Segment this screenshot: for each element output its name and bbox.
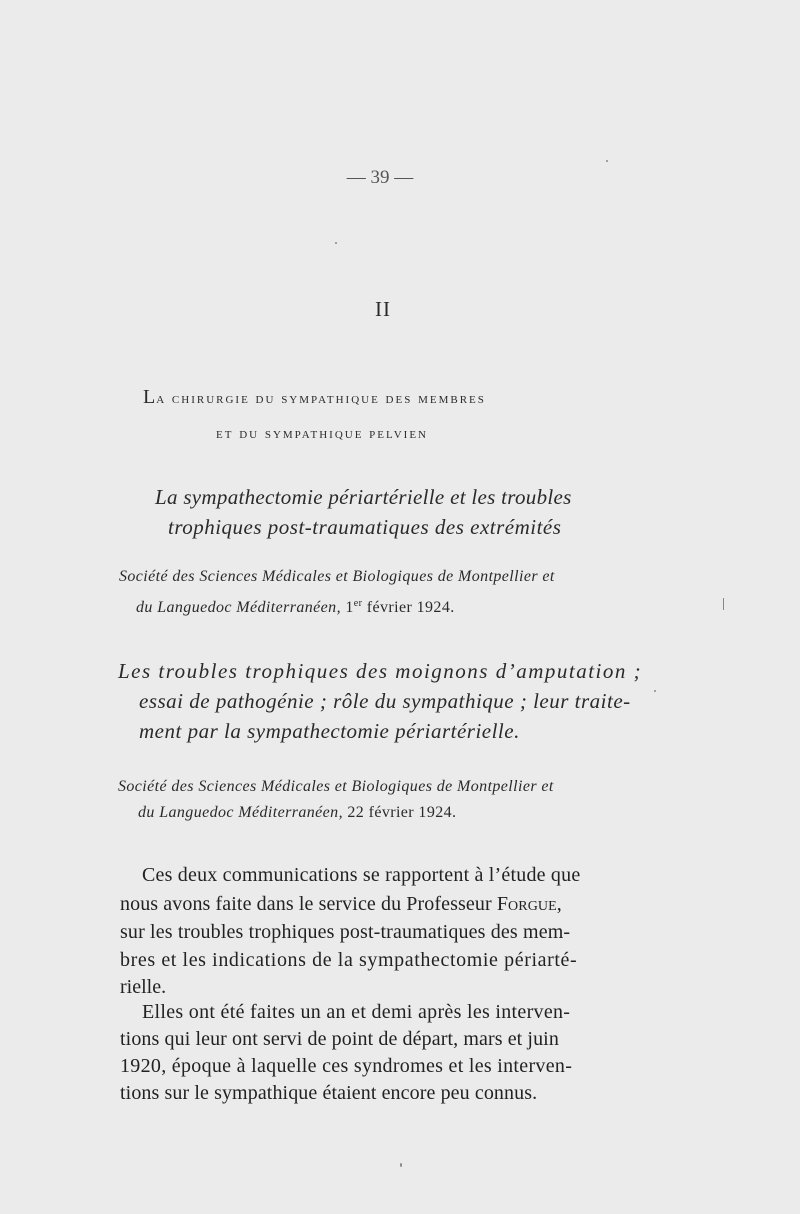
heading-line1-text: a chirurgie du sympathique des membres — [156, 391, 486, 407]
entry1-source-date — [345, 599, 454, 616]
entry2-title-line1: Les troubles trophiques des moignons d’amputation ; — [118, 659, 643, 683]
heading-initial: L — [143, 386, 157, 408]
body-line-6: Elles ont été faites un an et demi après les interven- — [142, 1001, 571, 1023]
body-line-3: sur les troubles trophiques post-traumatiques des mem- — [120, 921, 571, 943]
entry1-source-line2 — [136, 599, 455, 617]
chapter-heading-line2 — [216, 426, 428, 443]
section-numeral: II — [375, 297, 391, 321]
paper-speck — [400, 1163, 402, 1167]
entry2-title-line2: essai de pathogénie ; rôle du sympathique ; leur traite- — [139, 689, 631, 713]
body-line-4: bres et les indications de la sympathectomie périarté- — [120, 949, 578, 971]
entry1-date-sup: er — [353, 598, 363, 609]
body-line-5: rielle. — [120, 976, 167, 998]
body-line-1: Ces deux communications se rapportent à l’étude que — [142, 864, 581, 886]
entry2-source-date: 22 février 1924. — [347, 804, 457, 821]
professor-name: Forgue — [496, 893, 557, 915]
entry1-date-rest: février 1924. — [366, 599, 455, 616]
entry1-source-line1: Société des Sciences Médicales et Biologiques de Montpellier et — [119, 568, 555, 585]
entry1-date-day: 1 — [345, 599, 354, 616]
entry2-title-line3: ment par la sympathectomie périartérielle. — [139, 719, 520, 743]
entry2-source-line1: Société des Sciences Médicales et Biologiques de Montpellier et — [118, 778, 554, 795]
entry1-source-society: du Languedoc Méditerranéen, — [136, 599, 341, 616]
body-line-2 — [120, 893, 562, 916]
paper-speck — [335, 242, 337, 244]
heading-line2-text: et du sympathique pelvien — [216, 426, 429, 442]
chapter-heading-line1 — [143, 386, 486, 409]
entry1-title-line2: trophiques post-traumatiques des extrémités — [168, 515, 562, 539]
body-line-2-start: nous avons faite dans le service du Professeur — [120, 893, 497, 915]
paper-speck — [723, 598, 724, 610]
body-line-2-end: , — [556, 893, 562, 915]
page-number: — 39 — — [346, 167, 414, 188]
entry2-source-society: du Languedoc Méditerranéen, — [138, 804, 343, 821]
paper-speck — [606, 160, 608, 162]
body-line-7: tions qui leur ont servi de point de départ, mars et juin — [120, 1028, 559, 1050]
body-line-9: tions sur le sympathique étaient encore peu connus. — [120, 1082, 538, 1104]
entry1-title-line1: La sympathectomie périartérielle et les troubles — [155, 485, 572, 509]
paper-speck — [654, 690, 656, 692]
body-line-8: 1920, époque à laquelle ces syndromes et les interven- — [120, 1055, 573, 1077]
entry2-source-line2 — [138, 804, 456, 822]
